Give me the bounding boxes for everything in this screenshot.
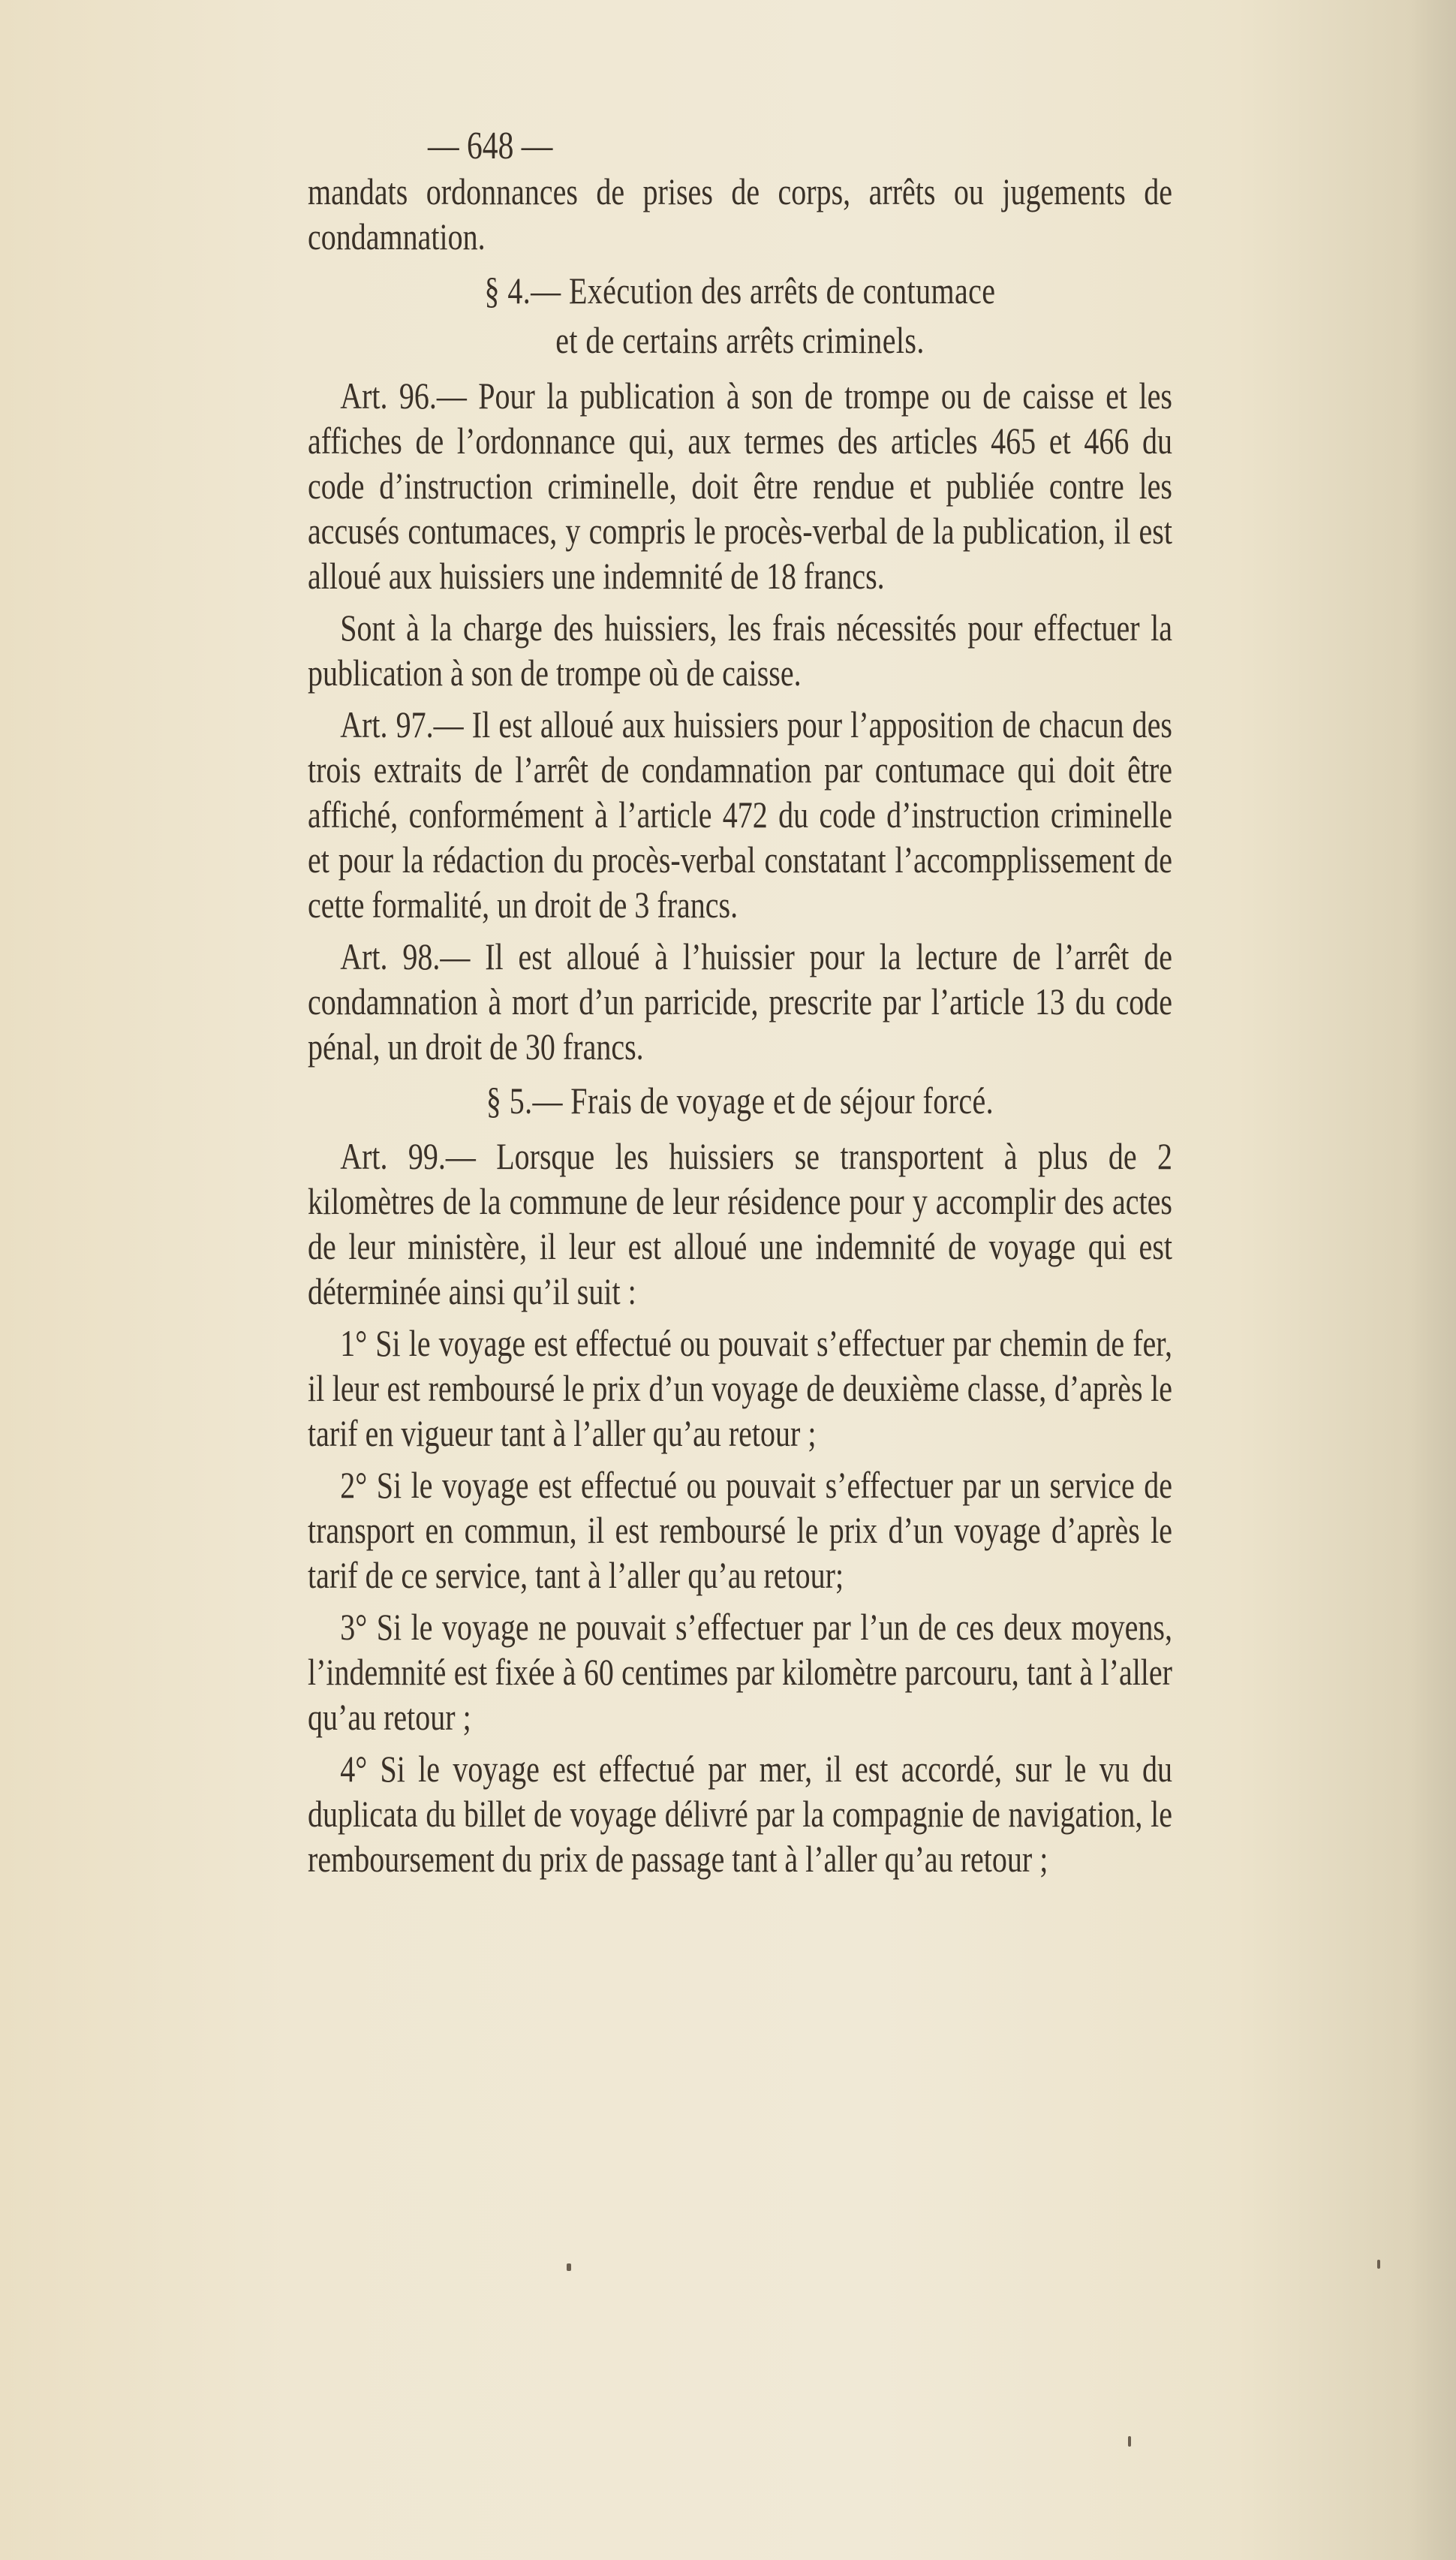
paragraph-continuation: mandats ordonnances de prises de corps, arrêts ou jugements de condamnation. (308, 170, 1172, 258)
ink-speck (1128, 2436, 1131, 2447)
item-1: 1° Si le voyage est effectué ou pouvait s’effectuer par chemin de fer, il leur est remboursé le prix d’un voyage de deuxième classe, d’après le tarif en vigueur tant à l’aller qu’au retour ; (308, 1322, 1173, 1454)
section-heading-4-line2: et de certains arrêts criminels. (555, 319, 925, 361)
section-heading-4 (308, 268, 1172, 363)
article-98: Art. 98.— Il est alloué à l’huissier pour la lecture de l’arrêt de condamnation à mort d’un parricide, prescrite par l’article 13 du code pénal, un droit de 30 francs. (308, 935, 1173, 1068)
paragraph-charges: Sont à la charge des huissiers, les frais nécessités pour effectuer la publication à son de trompe où de caisse. (308, 607, 1173, 694)
article-99: Art. 99.— Lorsque les huissiers se transportent à plus de 2 kilomètres de la commune de leur résidence pour y accomplir des actes de leur ministère, il leur est alloué une indemnité de voyage qui est déterminée ainsi qu’il suit : (308, 1135, 1173, 1312)
section-heading-5: § 5.— Frais de voyage et de séjour forcé. (486, 1080, 994, 1122)
ink-speck (1377, 2260, 1380, 2269)
article-96: Art. 96.— Pour la publication à son de trompe ou de caisse et les affiches de l’ordonnance qui, aux termes des articles 465 et 466 du code d’instruction criminelle, doit être rendue et publiée contre les accusés contumaces, y compris le procès-verbal de la publication, il est alloué aux huissiers une indemnité de 18 francs. (308, 375, 1173, 597)
item-4: 4° Si le voyage est effectué par mer, il est accordé, sur le vu du duplicata du billet de voyage délivré par la compagnie de navigation, le remboursement du prix de passage tant à l’aller qu’au retour ; (308, 1748, 1173, 1880)
item-2: 2° Si le voyage est effectué ou pouvait s’effectuer par un service de transport en commun, il est remboursé le prix d’un voyage d’après le tarif de ce service, tant à l’aller qu’au retour; (308, 1464, 1173, 1596)
article-97: Art. 97.— Il est alloué aux huissiers pour l’apposition de chacun des trois extraits de l’arrêt de condamnation par contumace qui doit être affiché, conformément à l’article 472 du code d’instruction criminelle et pour la rédaction du procès-verbal constatant l’accompplissement de cette formalité, un droit de 3 francs. (308, 703, 1173, 926)
page-edge-shadow (1411, 0, 1456, 2560)
ink-speck (567, 2263, 571, 2271)
page-text (308, 124, 1172, 1888)
item-3: 3° Si le voyage ne pouvait s’effectuer par l’un de ces deux moyens, l’indemnité est fixée à 60 centimes par kilomètre parcouru, tant à l’aller qu’au retour ; (308, 1606, 1173, 1738)
section-heading-4-line1: § 4.— Exécution des arrêts de contumace (484, 270, 996, 312)
page-number: — 648 — (428, 125, 553, 167)
